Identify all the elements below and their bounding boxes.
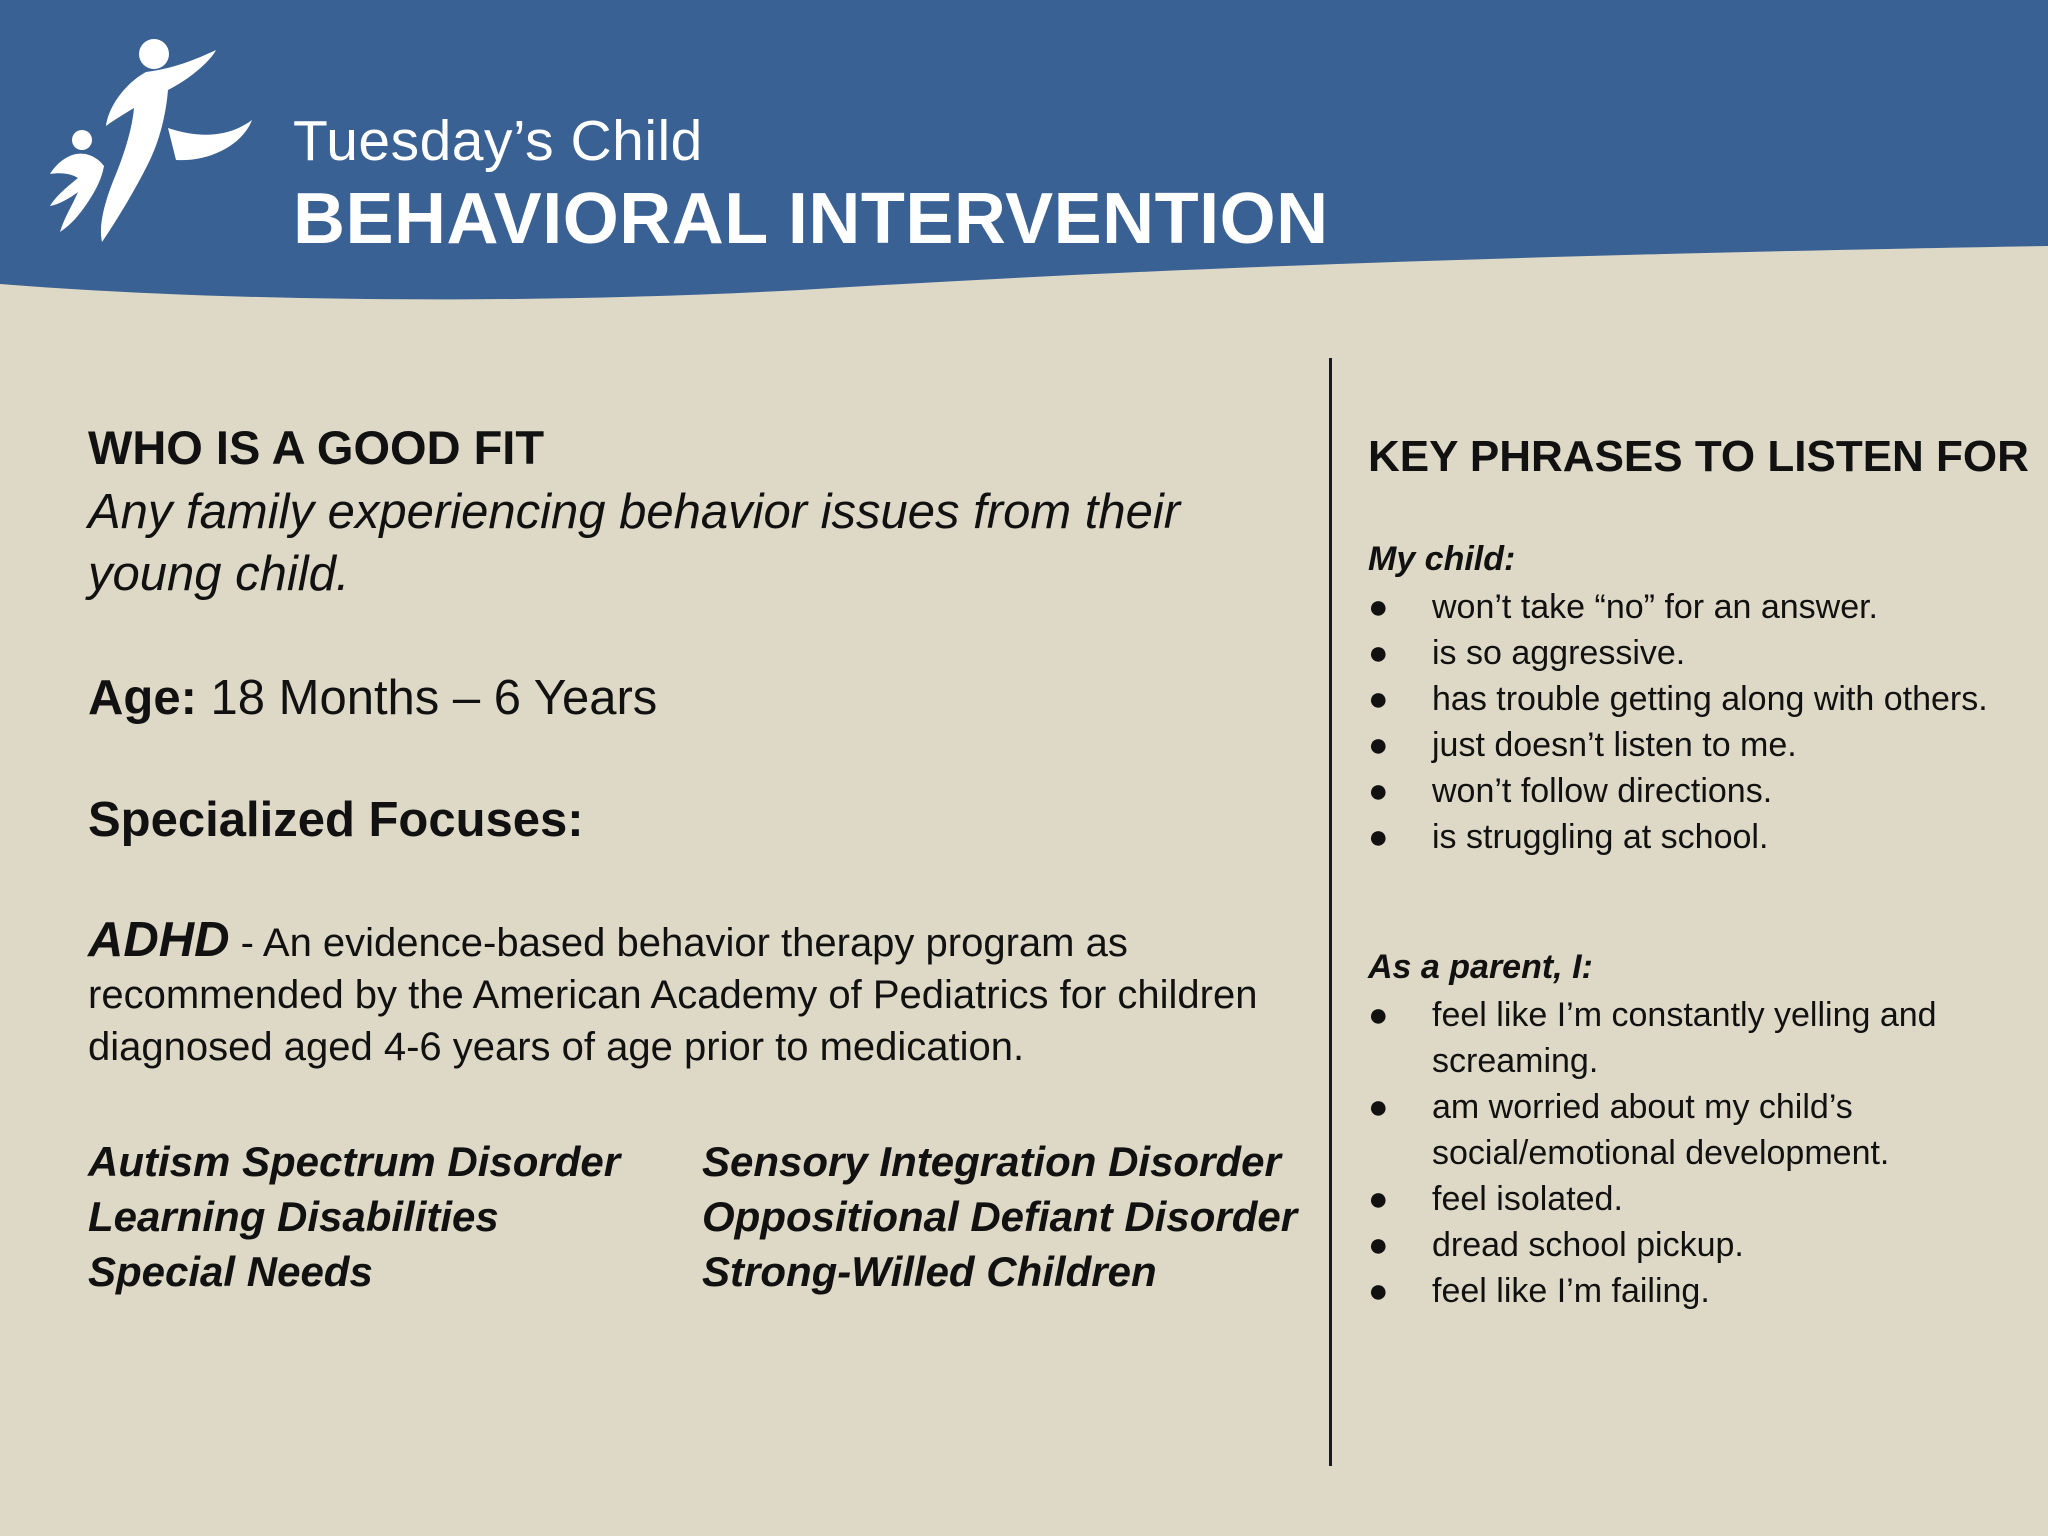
list-item — [1368, 1268, 1988, 1314]
phrase-text: won’t follow directions. — [1432, 772, 1773, 810]
conditions-column-2 — [702, 1134, 1297, 1299]
bullet-icon: ● — [1368, 818, 1389, 856]
good-fit-section — [88, 420, 1303, 1295]
program-title: BEHAVIORAL INTERVENTION — [293, 179, 1329, 259]
child-phrases-list — [1368, 584, 1988, 860]
bullet-icon: ● — [1368, 996, 1389, 1034]
column-divider — [1329, 358, 1332, 1466]
key-phrases-section — [1368, 432, 2029, 1310]
people-figures-logo-icon — [28, 28, 258, 258]
good-fit-description: Any family experiencing behavior issues from their young child. — [88, 485, 1181, 601]
as-a-parent-label: As a parent, I: — [1368, 948, 1593, 986]
bullet-icon: ● — [1368, 680, 1389, 718]
header-banner — [0, 0, 2048, 320]
my-child-label: My child: — [1368, 540, 1516, 578]
list-item — [1368, 992, 1988, 1084]
specialized-focuses-heading: Specialized Focuses: — [88, 793, 584, 847]
adhd-text: - An evidence-based behavior therapy program as recommended by the American Academy of Pediatrics for children diagnosed aged 4-6 years of age prior to medication. — [88, 921, 1258, 1069]
list-item — [1368, 1222, 1988, 1268]
bullet-icon: ● — [1368, 588, 1389, 626]
phrase-text: feel like I’m constantly yelling and screaming. — [1432, 996, 1937, 1080]
condition-item: Special Needs — [88, 1248, 373, 1295]
phrase-text: has trouble getting along with others. — [1432, 680, 1988, 718]
parent-phrases-list — [1368, 992, 1988, 1314]
phrase-text: am worried about my child’s social/emotional development. — [1432, 1088, 1890, 1172]
condition-item: Strong-Willed Children — [702, 1248, 1157, 1295]
list-item — [1368, 1176, 1988, 1222]
condition-item: Sensory Integration Disorder — [702, 1138, 1281, 1185]
bullet-icon: ● — [1368, 1088, 1389, 1126]
list-item — [1368, 814, 1988, 860]
adhd-description — [88, 914, 1303, 1073]
list-item — [1368, 676, 1988, 722]
bullet-icon: ● — [1368, 726, 1389, 764]
age-range — [88, 670, 657, 726]
phrase-text: just doesn’t listen to me. — [1432, 726, 1797, 764]
bullet-icon: ● — [1368, 772, 1389, 810]
bullet-icon: ● — [1368, 634, 1389, 672]
good-fit-heading: WHO IS A GOOD FIT — [88, 421, 545, 474]
age-value: 18 Months – 6 Years — [196, 671, 658, 725]
phrase-text: feel isolated. — [1432, 1180, 1623, 1218]
phrase-text: is struggling at school. — [1432, 818, 1769, 856]
bullet-icon: ● — [1368, 1226, 1389, 1264]
list-item — [1368, 768, 1988, 814]
condition-item: Autism Spectrum Disorder — [88, 1138, 621, 1185]
phrase-text: won’t take “no” for an answer. — [1432, 588, 1879, 626]
list-item — [1368, 584, 1988, 630]
condition-item: Oppositional Defiant Disorder — [702, 1193, 1298, 1240]
phrase-text: dread school pickup. — [1432, 1226, 1744, 1264]
list-item — [1368, 1084, 1988, 1176]
bullet-icon: ● — [1368, 1180, 1389, 1218]
conditions-column-1 — [88, 1134, 620, 1299]
key-phrases-heading: KEY PHRASES TO LISTEN FOR — [1368, 432, 2029, 481]
condition-item: Learning Disabilities — [88, 1193, 499, 1240]
bullet-icon: ● — [1368, 1272, 1389, 1310]
age-label: Age: — [88, 671, 197, 725]
org-name: Tuesday’s Child — [293, 109, 703, 173]
list-item — [1368, 722, 1988, 768]
phrase-text: feel like I’m failing. — [1432, 1272, 1710, 1310]
phrase-text: is so aggressive. — [1432, 634, 1686, 672]
list-item — [1368, 630, 1988, 676]
adhd-term: ADHD — [88, 913, 230, 967]
